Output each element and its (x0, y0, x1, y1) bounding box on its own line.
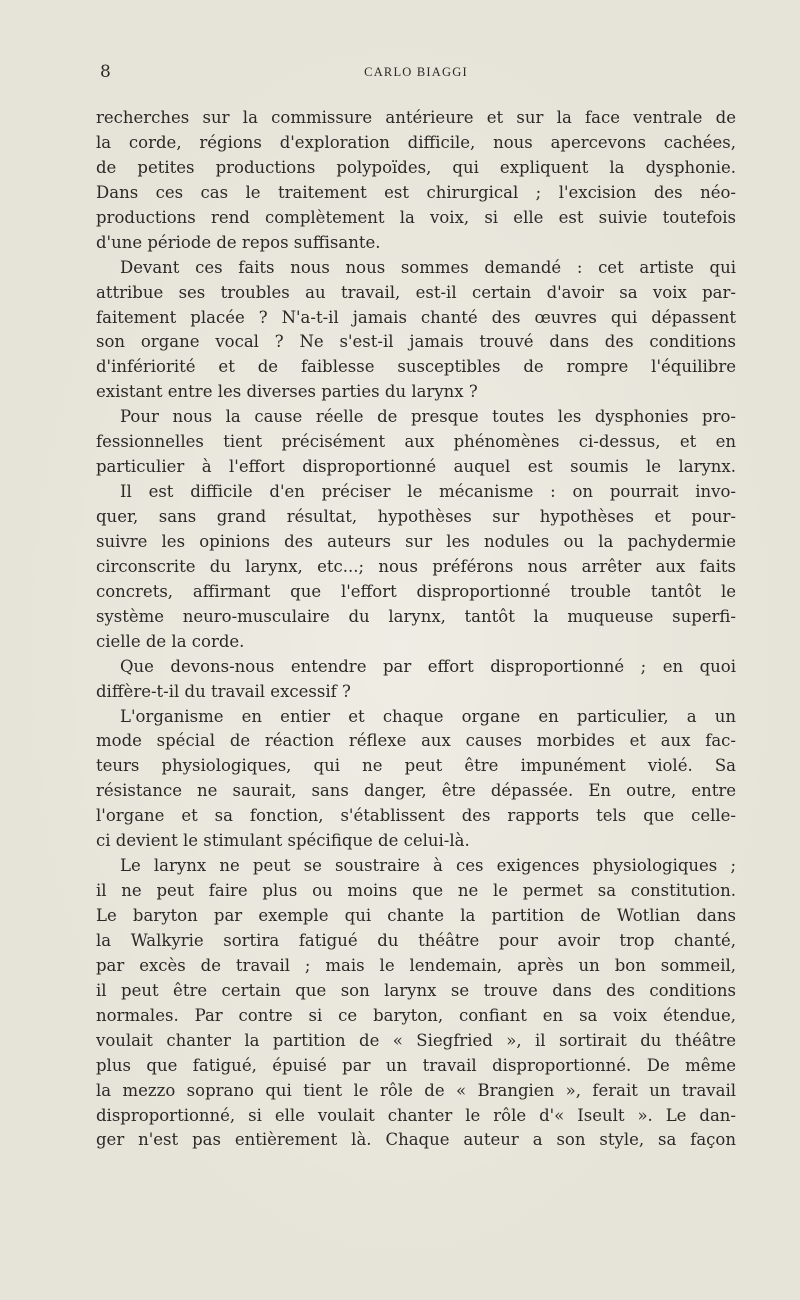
text-line: résistance ne saurait, sans danger, être dépassée. En outre, entre (96, 781, 736, 801)
text-line: concrets, affirmant que l'effort disproportionné trouble tantôt le (96, 581, 736, 601)
text-line: diffère-t-il du travail excessif ? (96, 681, 351, 701)
text-line: faitement placée ? N'a-t-il jamais chanté des œuvres qui dépassent (96, 307, 736, 327)
text-line: voulait chanter la partition de « Siegfried », il sortirait du théâtre (96, 1030, 736, 1050)
text-line: son organe vocal ? Ne s'est-il jamais trouvé dans des conditions (96, 332, 736, 352)
text-line: de petites productions polypoïdes, qui expliquent la dysphonie. (96, 157, 736, 177)
text-line: disproportionné, si elle voulait chanter le rôle d'« Iseult ». Le dan- (96, 1105, 736, 1125)
text-line: recherches sur la commissure antérieure et sur la face ventrale de (96, 108, 736, 127)
text-line: circonscrite du larynx, etc...; nous préférons nous arrêter aux faits (96, 556, 736, 576)
text-line: ci devient le stimulant spécifique de celui-là. (96, 831, 470, 851)
text-line: fessionnelles tient précisément aux phénomènes ci-dessus, et en (96, 432, 736, 452)
text-line: ger n'est pas entièrement là. Chaque auteur a son style, sa façon (96, 1130, 736, 1150)
text-line: productions rend complètement la voix, si elle est suivie toutefois (96, 207, 736, 227)
text-line: d'infériorité et de faiblesse susceptibles de rompre l'équilibre (96, 357, 736, 377)
text-line: il peut être certain que son larynx se trouve dans des conditions (96, 980, 736, 1000)
text-line: particulier à l'effort disproportionné auquel est soumis le larynx. (96, 457, 736, 477)
page-header (96, 62, 736, 86)
text-line: Que devons-nous entendre par effort disproportionné ; en quoi (120, 656, 736, 676)
text-line: système neuro-musculaire du larynx, tantôt la muqueuse superfi- (96, 606, 736, 626)
text-line: d'une période de repos suffisante. (96, 232, 381, 252)
text-line: la Walkyrie sortira fatigué du théâtre pour avoir trop chanté, (96, 930, 736, 950)
text-line: normales. Par contre si ce baryton, confiant en sa voix étendue, (96, 1005, 736, 1025)
text-line: Le baryton par exemple qui chante la partition de Wotlian dans (96, 906, 736, 925)
text-line: plus que fatigué, épuisé par un travail disproportionné. De même (96, 1055, 736, 1075)
text-line: quer, sans grand résultat, hypothèses sur hypothèses et pour- (96, 507, 736, 526)
text-line: mode spécial de réaction réflexe aux causes morbides et aux fac- (96, 731, 736, 751)
body-text (96, 106, 736, 1153)
text-line: teurs physiologiques, qui ne peut être impunément violé. Sa (96, 756, 736, 776)
text-line: la mezzo soprano qui tient le rôle de « Brangien », ferait un travail (96, 1080, 736, 1100)
page-number: 8 (100, 62, 111, 82)
text-line: Pour nous la cause réelle de presque toutes les dysphonies pro- (120, 407, 736, 427)
running-head-author: CARLO BIAGGI (364, 65, 468, 79)
text-line: existant entre les diverses parties du larynx ? (96, 382, 478, 402)
text-line: suivre les opinions des auteurs sur les nodules ou la pachydermie (96, 531, 736, 551)
text-line: il ne peut faire plus ou moins que ne le permet sa constitution. (96, 881, 736, 901)
text-line: cielle de la corde. (96, 631, 245, 651)
text-line: la corde, régions d'exploration difficile, nous apercevons cachées, (96, 132, 736, 152)
text-line: Dans ces cas le traitement est chirurgical ; l'excision des néo- (96, 182, 736, 202)
text-line: l'organe et sa fonction, s'établissent des rapports tels que celle- (96, 806, 736, 826)
text-line: attribue ses troubles au travail, est-il certain d'avoir sa voix par- (96, 282, 736, 302)
text-line: Il est difficile d'en préciser le mécanisme : on pourrait invo- (120, 482, 736, 502)
text-line: L'organisme en entier et chaque organe en particulier, a un (120, 706, 736, 726)
text-line: par excès de travail ; mais le lendemain, après un bon sommeil, (96, 955, 736, 975)
text-line: Devant ces faits nous nous sommes demandé : cet artiste qui (120, 257, 736, 277)
text-line: Le larynx ne peut se soustraire à ces exigences physiologiques ; (120, 856, 736, 876)
